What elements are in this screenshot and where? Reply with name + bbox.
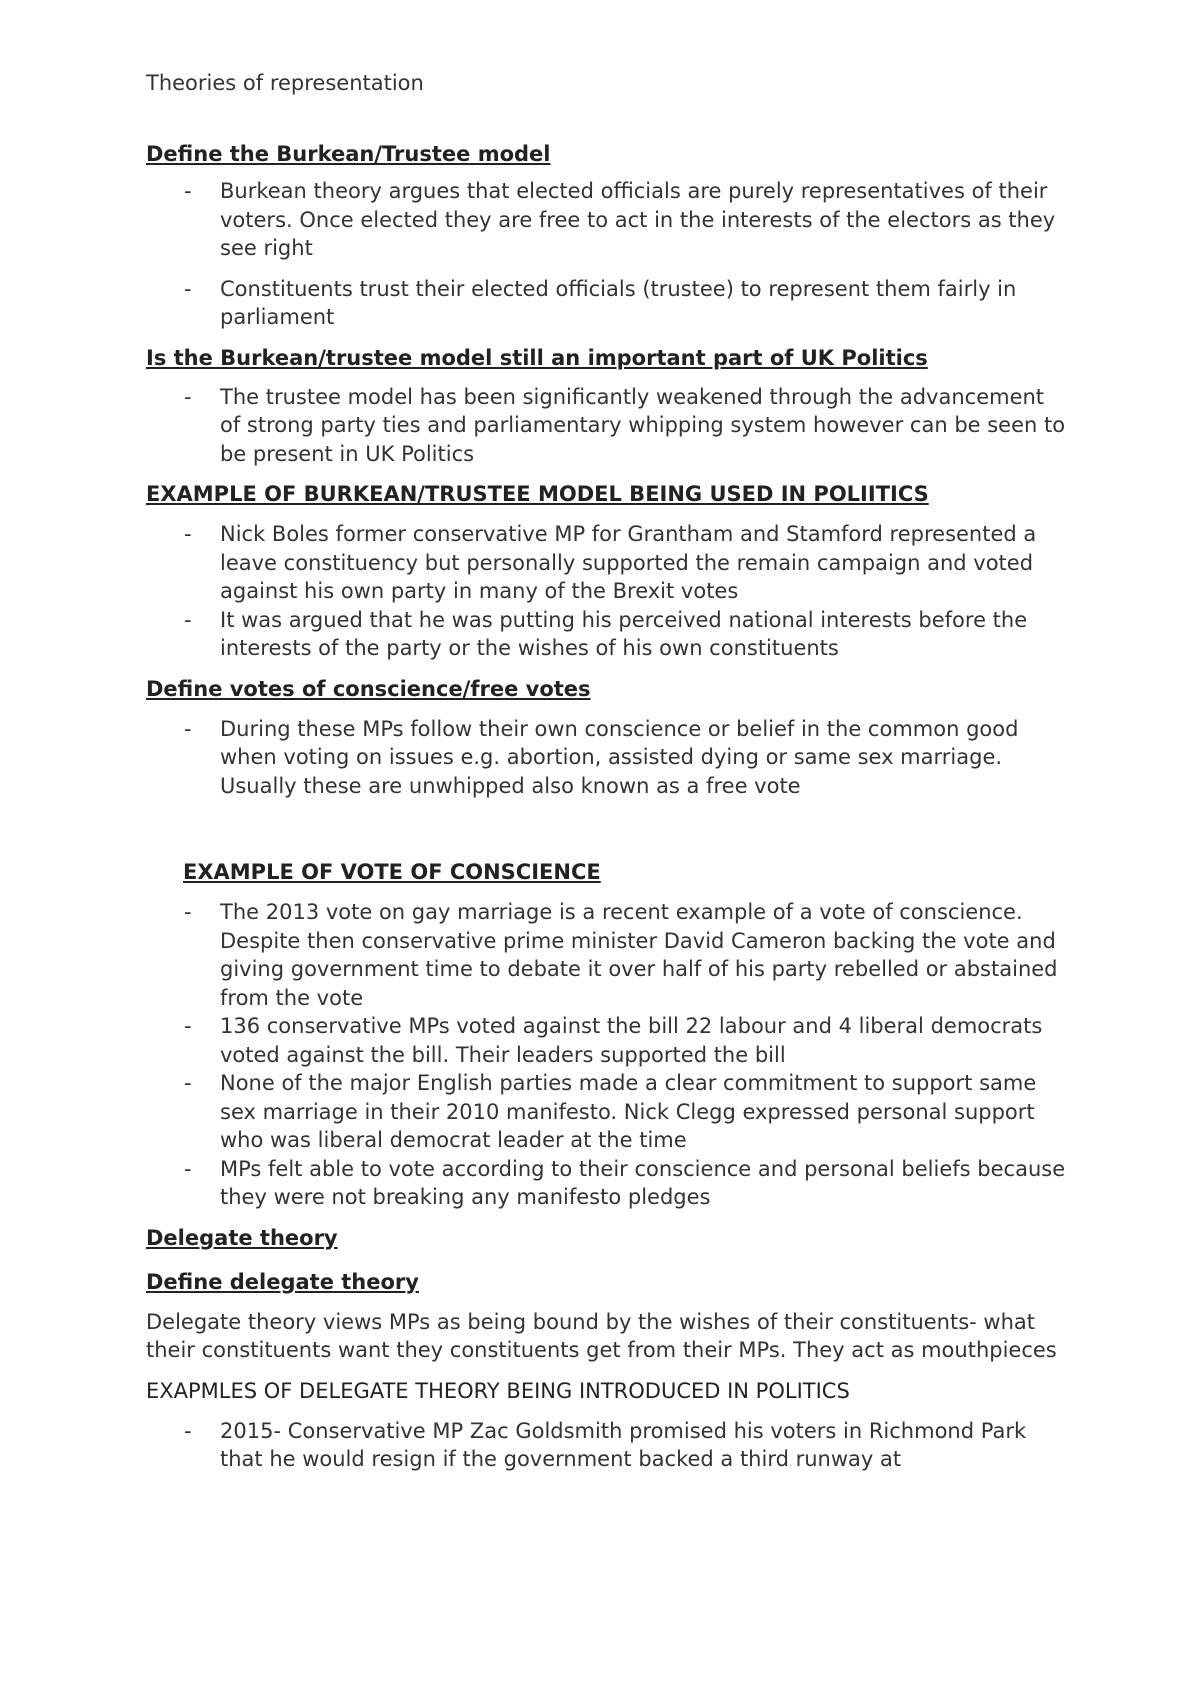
list-item: - The trustee model has been significantly weakened through the advancement of strong party ties and parliamentary whipping system however can be seen to be present in UK Politics bbox=[146, 383, 1066, 469]
document-title: Theories of representation bbox=[146, 71, 424, 95]
heading-burkean-define: Define the Burkean/Trustee model bbox=[146, 142, 551, 166]
heading-delegate-examples: EXAPMLES OF DELEGATE THEORY BEING INTRODUCED IN POLITICS bbox=[146, 1378, 850, 1403]
list-item: - It was argued that he was putting his perceived national interests before the interests of the party or the wishes of his own constituents bbox=[146, 606, 1066, 663]
document-page bbox=[146, 68, 1066, 1474]
list-burkean-example bbox=[146, 520, 1066, 663]
list-conscience-example bbox=[146, 898, 1066, 1212]
list-item: - The 2013 vote on gay marriage is a recent example of a vote of conscience. Despite then conservative prime minister David Cameron backing the vote and giving government time to debate it over half of his party rebelled or abstained from the vote bbox=[146, 898, 1066, 1012]
heading-conscience-define: Define votes of conscience/free votes bbox=[146, 676, 591, 701]
heading-delegate-define: Define delegate theory bbox=[146, 1269, 419, 1294]
heading-delegate: Delegate theory bbox=[146, 1225, 338, 1250]
list-item: - 2015- Conservative MP Zac Goldsmith promised his voters in Richmond Park that he would resign if the government backed a third runway at bbox=[146, 1417, 1066, 1474]
list-item: - Burkean theory argues that elected officials are purely representatives of their voters. Once elected they are free to act in the interests of the electors as they see right bbox=[146, 177, 1066, 263]
paragraph-delegate-define: Delegate theory views MPs as being bound by the wishes of their constituents- what their constituents want they constituents get from their MPs. They act as mouthpieces bbox=[146, 1309, 1057, 1362]
list-conscience-define bbox=[146, 715, 1066, 801]
list-item: - None of the major English parties made a clear commitment to support same sex marriage in their 2010 manifesto. Nick Clegg expressed personal support who was liberal democrat leader at the time bbox=[146, 1069, 1066, 1155]
heading-conscience-example: EXAMPLE OF VOTE OF CONSCIENCE bbox=[183, 860, 601, 884]
list-burkean-define bbox=[146, 177, 1066, 332]
list-item: - Constituents trust their elected officials (trustee) to represent them fairly in parliament bbox=[146, 275, 1066, 332]
heading-burkean-example: EXAMPLE OF BURKEAN/TRUSTEE MODEL BEING USED IN POLIITICS bbox=[146, 482, 929, 506]
heading-burkean-importance: Is the Burkean/trustee model still an important part of UK Politics bbox=[146, 345, 928, 370]
list-item: - 136 conservative MPs voted against the bill 22 labour and 4 liberal democrats voted against the bill. Their leaders supported the bill bbox=[146, 1012, 1066, 1069]
list-delegate-examples bbox=[146, 1417, 1066, 1474]
list-item: - During these MPs follow their own conscience or belief in the common good when voting on issues e.g. abortion, assisted dying or same sex marriage. Usually these are unwhipped also known as a free vote bbox=[146, 715, 1066, 801]
list-item: - Nick Boles former conservative MP for Grantham and Stamford represented a leave constituency but personally supported the remain campaign and voted against his own party in many of the Brexit votes bbox=[146, 520, 1066, 606]
list-burkean-importance bbox=[146, 383, 1066, 469]
list-item: - MPs felt able to vote according to their conscience and personal beliefs because they were not breaking any manifesto pledges bbox=[146, 1155, 1066, 1212]
